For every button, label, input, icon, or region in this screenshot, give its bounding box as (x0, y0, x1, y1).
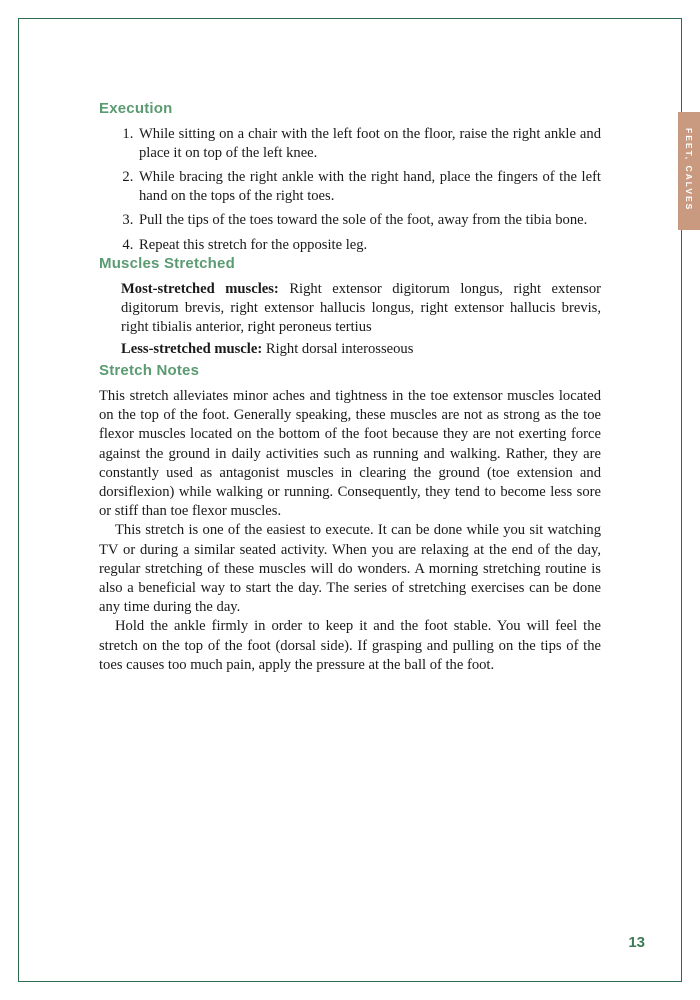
most-stretched-label: Most-stretched muscles: (121, 280, 279, 297)
most-stretched-muscles (121, 280, 601, 337)
stretch-notes-body (99, 387, 601, 675)
muscles-stretched-heading: Muscles Stretched (99, 254, 235, 272)
paragraph: This stretch alleviates minor aches and tightness in the toe extensor muscles located on the top of the foot. Generally speaking, these muscles are not as strong as the toe flexor muscles located on the bottom of the foot because they are not exerting force against the ground in daily activities such as running and walking. Rather, they are constantly used as antagonist muscles in clearing the ground (toe extension and dorsiflexion) while walking or running. Consequently, they tend to become less sore or stiff than toe flexor muscles. (99, 388, 601, 520)
execution-steps-list (99, 125, 601, 255)
most-stretched-text: Right extensor digitorum longus, right extensor digitorum brevis, right extensor hallucis longus, right extensor hallucis brevis, right tibialis anterior, right peroneus tertius (121, 280, 601, 335)
list-item: 1. While sitting on a chair with the left foot on the floor, raise the right ankle and place it on top of the left knee. (137, 125, 601, 163)
list-item: 2. While bracing the right ankle with the right hand, place the fingers of the left hand on the tops of the right toes. (137, 168, 601, 206)
list-item: 3. Pull the tips of the toes toward the sole of the foot, away from the tibia bone. (137, 211, 601, 230)
list-item: 4. Repeat this stretch for the opposite leg. (137, 236, 601, 255)
side-tab (678, 112, 700, 230)
page-number: 13 (628, 934, 645, 951)
execution-heading: Execution (99, 100, 173, 117)
less-stretched-label: Less-stretched muscle: (121, 340, 263, 357)
less-stretched-muscles (121, 340, 601, 359)
side-tab-label: FEET, CALVES (684, 128, 694, 212)
muscles-stretched-body (121, 280, 601, 359)
page-content (99, 100, 601, 675)
paragraph: Hold the ankle firmly in order to keep it and the foot stable. You will feel the stretch on the top of the foot (dorsal side). If grasping and pulling on the tips of the toes causes too much pain, apply the pressure at the ball of the foot. (99, 618, 601, 673)
less-stretched-text: Right dorsal interosseous (262, 340, 414, 357)
paragraph: This stretch is one of the easiest to execute. It can be done while you sit watching TV or during a similar seated activity. When you are relaxing at the end of the day, regular stretching of these muscles will do wonders. A morning stretching routine is also a beneficial way to start the day. The series of stretching exercises can be done any time during the day. (99, 522, 601, 616)
stretch-notes-heading: Stretch Notes (99, 362, 200, 380)
